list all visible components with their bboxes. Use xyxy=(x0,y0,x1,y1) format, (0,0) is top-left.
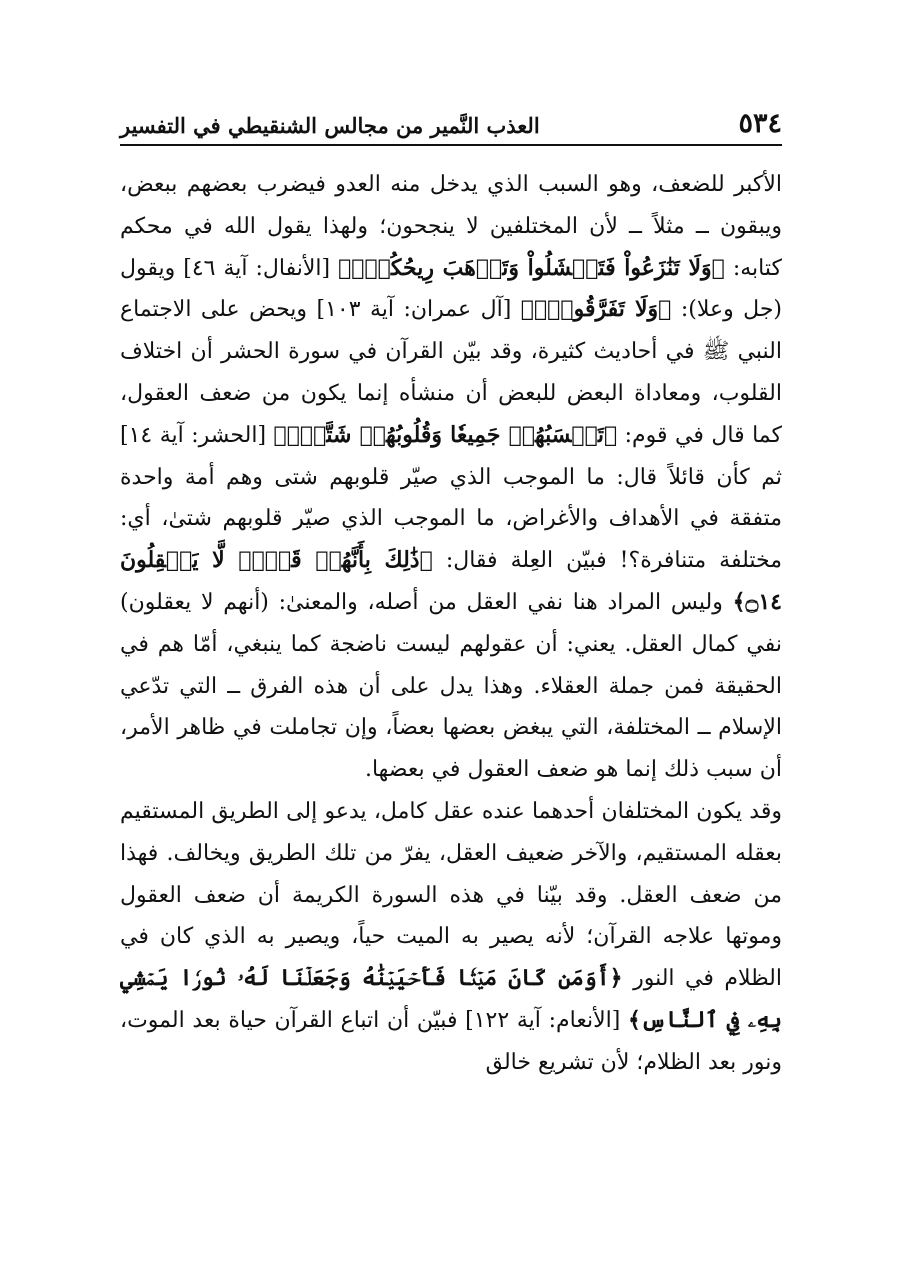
quran-verse: ﴿تَحۡسَبُهُمۡ جَمِيعٗا وَقُلُوبُهُمۡ شَتَّىٰۚ﴾ xyxy=(273,421,618,448)
page-header xyxy=(120,98,782,140)
text-run: [آل عمران: آية ١٠٣] ويحض على الاجتماع النبي ﷺ في أحاديث كثيرة، وقد بيّن القرآن في سورة الحشر أن اختلاف القلوب، ومعاداة البعض للبعض أن منشأه إنما يكون من ضعف العقول، كما قال في قوم: xyxy=(120,297,782,448)
page-number: ٥٣٤ xyxy=(738,107,782,139)
text-run: وقد يكون المختلفان أحدهما عنده عقل كامل، يدعو إلى الطريق المستقيم بعقله المستقيم، والآخر ضعيف العقل، يفرّ من تلك الطريق ويخالف. فهذا من ضعف العقل. وقد بيّنا في هذه السورة الكريمة أن ضعف العقول وموتها علاجه القرآن؛ لأنه يصير به الميت حياً، ويصير به الذي كان في الظلام في النور xyxy=(120,798,782,992)
text-run: الأكبر للضعف، وهو السبب الذي يدخل منه العدو فيضرب بعضهم ببعض، ويبقون ــ مثلاً ــ لأن المختلفين لا ينجحون؛ ولهذا يقول الله في محكم كتابه: xyxy=(120,172,782,281)
quran-verse: ﴿أَوَمَن كَانَ مَيۡتٗا فَأَحۡيَيۡنَٰهُ وَجَعَلۡنَا لَهُۥ نُورٗا يَمۡشِي بِهِۦ فِي ٱلنَّاسِ﴾ xyxy=(120,965,782,1033)
quran-verse: ﴿ذَٰلِكَ بِأَنَّهُمۡ قَوۡمٞ لَّا يَعۡقِلُونَ ۝١٤﴾ xyxy=(120,547,782,615)
header-divider xyxy=(120,144,782,146)
quran-verse: ﴿وَلَا تَفَرَّقُواْۚ﴾ xyxy=(520,296,672,323)
running-title: العذب النَّمير من مجالس الشنقيطي في التفسير xyxy=(120,112,540,138)
text-run: [الحشر: آية ١٤] ثم كأن قائلاً قال: ما الموجب الذي صيّر قلوبهم شتى وهم أمة واحدة متفقة في الأهداف والأغراض، ما الموجب الذي صيّر قلوبهم شتىٰ، أي: مختلفة متنافرة؟! فبيّن العِلة فقال: xyxy=(120,422,782,574)
quran-verse: ﴿وَلَا تَنَٰزَعُواْ فَتَفۡشَلُواْ وَتَذۡهَبَ رِيحُكُمۡۖ﴾ xyxy=(338,254,725,281)
text-run: [الأنعام: آية ١٢٢] فبيّن أن اتباع القرآن حياة بعد الموت، ونور بعد الظلام؛ لأن تشريع خالق xyxy=(120,1007,782,1075)
text-run: [الأنفال: آية ٤٦] ويقول (جل وعلا): xyxy=(120,255,782,323)
body-text xyxy=(120,164,782,1184)
text-run: وليس المراد هنا نفي العقل من أصله، والمعنىٰ: (أنهم لا يعقلون) نفي كمال العقل. يعني: أن عقولهم ليست ناضجة كما ينبغي، أمّا هم في الحقيقة فمن جملة العقلاء. وهذا يدل على أن هذه الفرق ــ التي تدّعي الإسلام ــ المختلفة، التي يبغض بعضها بعضاً، وإن تجاملت في ظاهر الأمر، أن سبب ذلك إنما هو ضعف العقول في بعضها. xyxy=(120,589,782,783)
paragraph xyxy=(120,791,782,1084)
paragraph xyxy=(120,164,782,791)
